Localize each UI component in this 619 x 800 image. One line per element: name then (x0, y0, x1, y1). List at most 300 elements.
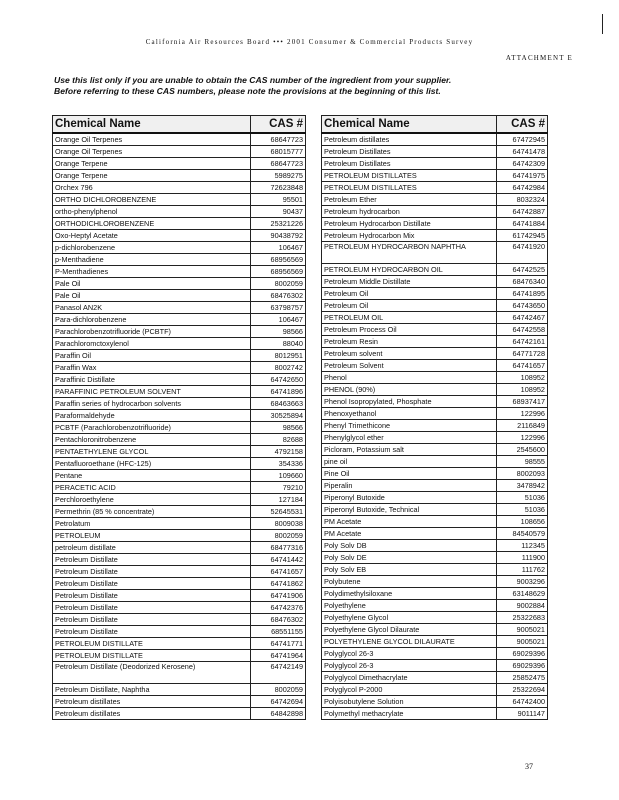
cas-number-cell: 68956569 (251, 254, 306, 266)
table-row (53, 530, 306, 542)
cas-number-cell: 68015777 (251, 146, 306, 158)
cas-number-cell: 82688 (251, 434, 306, 446)
chemical-name-cell: Orange Oil Terpenes (53, 146, 251, 158)
table-row (322, 696, 548, 708)
cas-number-cell: 64741895 (497, 288, 548, 300)
table-row (53, 708, 306, 720)
chemical-name-cell: Petroleum Distillate (53, 554, 251, 566)
chemical-name-cell: Parachloromctoxylenol (53, 338, 251, 350)
chemical-name-cell: PETROLEUM HYDROCARBON NAPHTHA (322, 242, 497, 264)
cas-number-cell: 25852475 (497, 672, 548, 684)
table-row (53, 182, 306, 194)
cas-number-cell: 111762 (497, 564, 548, 576)
cas-number-cell: 5989275 (251, 170, 306, 182)
table-row (322, 396, 548, 408)
cas-number-cell: 64741478 (497, 146, 548, 158)
chemical-name-cell: Petroleum Distillate (53, 602, 251, 614)
cas-number-cell: 68956569 (251, 266, 306, 278)
cas-number-cell: 3478942 (497, 480, 548, 492)
chemical-name-cell: PHENOL (90%) (322, 384, 497, 396)
chemical-name-cell: Polyglycol 26-3 (322, 648, 497, 660)
chemical-name-cell: Petroleum hydrocarbon (322, 206, 497, 218)
table-row (53, 326, 306, 338)
table-header-row (322, 116, 548, 134)
chemical-name-cell: PCBTF (Parachlorobenzotrifluoride) (53, 422, 251, 434)
cas-number-cell: 52645531 (251, 506, 306, 518)
table-row (53, 374, 306, 386)
chemical-name-cell: Petroleum distillates (322, 133, 497, 146)
chemical-name-cell: Poly Solv EB (322, 564, 497, 576)
table-row (53, 218, 306, 230)
page-number: 37 (525, 762, 533, 771)
cas-number-cell: 67472945 (497, 133, 548, 146)
chemical-name-cell: p-Menthadiene (53, 254, 251, 266)
table-row (322, 146, 548, 158)
table-row (322, 384, 548, 396)
cas-number-cell: 64742887 (497, 206, 548, 218)
table-row (53, 494, 306, 506)
chemical-name-cell: PETROLEUM DISTILLATE (53, 638, 251, 650)
cas-number-cell: 106467 (251, 314, 306, 326)
table-row (53, 614, 306, 626)
table-row (322, 660, 548, 672)
cas-number-cell: 61742945 (497, 230, 548, 242)
table-row (322, 218, 548, 230)
table-row (322, 158, 548, 170)
cas-number-cell: 64741906 (251, 590, 306, 602)
table-row (322, 206, 548, 218)
table-row (322, 408, 548, 420)
cas-number-cell: 8002742 (251, 362, 306, 374)
table-row (322, 230, 548, 242)
chemical-name-cell: Polydimethylsiloxane (322, 588, 497, 600)
table-row (53, 662, 306, 684)
instruction-line-1: Use this list only if you are unable to obtain the CAS number of the ingredient from your supplier. (54, 75, 452, 85)
table-row (322, 492, 548, 504)
cas-number-cell: 64741884 (497, 218, 548, 230)
instructions (54, 75, 574, 97)
table-row (322, 264, 548, 276)
cas-number-cell: 127184 (251, 494, 306, 506)
cas-number-cell: 64741920 (497, 242, 548, 264)
table-row (322, 624, 548, 636)
cas-number-cell: 64741657 (251, 566, 306, 578)
table-row (53, 194, 306, 206)
chemical-name-cell: Petroleum Distillate (53, 566, 251, 578)
cas-number-cell: 51036 (497, 492, 548, 504)
cas-number-cell: 64741862 (251, 578, 306, 590)
survey-header: California Air Resources Board ••• 2001 Consumer & Commercial Products Survey (145, 38, 474, 46)
cas-number-cell: 84540579 (497, 528, 548, 540)
chemical-name-cell: Phenol (322, 372, 497, 384)
table-row (53, 302, 306, 314)
table-row (53, 578, 306, 590)
table-row (322, 348, 548, 360)
column-header-name: Chemical Name (322, 116, 497, 134)
cas-number-cell: 90437 (251, 206, 306, 218)
chemical-name-cell: Perchloroethylene (53, 494, 251, 506)
chemical-name-cell: Petrolatum (53, 518, 251, 530)
table-row (53, 626, 306, 638)
chemical-name-cell: Para-dichlorobenzene (53, 314, 251, 326)
chemical-name-cell: PETROLEUM DISTILLATES (322, 170, 497, 182)
table-row (53, 254, 306, 266)
table-row (322, 468, 548, 480)
table-row (53, 290, 306, 302)
table-row (53, 133, 306, 146)
cas-number-cell: 72623848 (251, 182, 306, 194)
chemical-name-cell: Oxo-Heptyl Acetate (53, 230, 251, 242)
table-row (322, 648, 548, 660)
table-row (53, 602, 306, 614)
column-header-cas: CAS # (251, 116, 306, 134)
table-row (322, 480, 548, 492)
table-row (53, 362, 306, 374)
cas-number-cell: 8002093 (497, 468, 548, 480)
cas-number-cell: 98555 (497, 456, 548, 468)
table-row (322, 612, 548, 624)
cas-number-cell: 112345 (497, 540, 548, 552)
cas-number-cell: 79210 (251, 482, 306, 494)
cas-number-cell: 109660 (251, 470, 306, 482)
chemical-name-cell: Polyisobutylene Solution (322, 696, 497, 708)
table-row (322, 360, 548, 372)
cas-number-cell: 64742376 (251, 602, 306, 614)
table-row (53, 242, 306, 254)
chemical-name-cell: Petroleum Hydrocarbon Distillate (322, 218, 497, 230)
chemical-name-cell: Petroleum Solvent (322, 360, 497, 372)
cas-number-cell: 8002059 (251, 530, 306, 542)
chemical-name-cell: Pale Oil (53, 278, 251, 290)
table-row (322, 528, 548, 540)
table-body-right (322, 116, 548, 720)
chemical-name-cell: Petroleum Process Oil (322, 324, 497, 336)
table-row (53, 554, 306, 566)
cas-number-cell: 68476302 (251, 614, 306, 626)
table-row (322, 588, 548, 600)
chemical-name-cell: Parachlorobenzotrifluoride (PCBTF) (53, 326, 251, 338)
table-row (322, 432, 548, 444)
table-body-left (53, 116, 306, 720)
chemical-name-cell: Phenylglycol ether (322, 432, 497, 444)
cas-number-cell: 68647723 (251, 133, 306, 146)
table-row (53, 422, 306, 434)
table-row (53, 158, 306, 170)
cas-number-cell: 108952 (497, 384, 548, 396)
chemical-name-cell: Panasol AN2K (53, 302, 251, 314)
chemical-name-cell: PETROLEUM DISTILLATE (53, 650, 251, 662)
table-row (53, 506, 306, 518)
cas-number-cell: 8002059 (251, 684, 306, 696)
instruction-line-2: Before referring to these CAS numbers, please note the provisions at the beginning of this list. (54, 86, 441, 96)
chemical-name-cell: Permethrin (85 % concentrate) (53, 506, 251, 518)
chemical-name-cell: Orange Terpene (53, 170, 251, 182)
chemical-name-cell: PETROLEUM (53, 530, 251, 542)
cas-number-cell: 68477316 (251, 542, 306, 554)
cas-number-cell: 108952 (497, 372, 548, 384)
scan-mark (602, 14, 603, 34)
table-row (53, 696, 306, 708)
cas-number-cell: 98566 (251, 326, 306, 338)
cas-number-cell: 9003296 (497, 576, 548, 588)
table-row (322, 564, 548, 576)
table-header-row (53, 116, 306, 134)
table-row (322, 684, 548, 696)
cas-number-cell: 354336 (251, 458, 306, 470)
chemical-name-cell: Phenoxyethanol (322, 408, 497, 420)
table-row (53, 410, 306, 422)
table-row (322, 312, 548, 324)
cas-number-cell: 8009038 (251, 518, 306, 530)
cas-number-cell: 4792158 (251, 446, 306, 458)
table-row (53, 350, 306, 362)
table-row (53, 566, 306, 578)
cas-number-cell: 122996 (497, 432, 548, 444)
cas-number-cell: 9005021 (497, 636, 548, 648)
cas-number-cell: 9005021 (497, 624, 548, 636)
chemical-name-cell: Orange Terpene (53, 158, 251, 170)
table-row (53, 170, 306, 182)
chemical-name-cell: Polyglycol Dimethacrylate (322, 672, 497, 684)
table-row (53, 434, 306, 446)
table-row (53, 458, 306, 470)
table-row (53, 278, 306, 290)
cas-number-cell: 9002884 (497, 600, 548, 612)
chemical-name-cell: PARAFFINIC PETROLEUM SOLVENT (53, 386, 251, 398)
chemical-name-cell: Petroleum Distillate (53, 590, 251, 602)
chemical-name-cell: Polyglycol P-2000 (322, 684, 497, 696)
chemical-name-cell: Orange Oil Terpenes (53, 133, 251, 146)
table-row (53, 470, 306, 482)
cas-number-cell: 30525894 (251, 410, 306, 422)
cas-number-cell: 64741657 (497, 360, 548, 372)
chemical-name-cell: Poly Solv DE (322, 552, 497, 564)
cas-number-cell: 64742161 (497, 336, 548, 348)
cas-number-cell: 90438792 (251, 230, 306, 242)
cas-number-cell: 64742650 (251, 374, 306, 386)
chemical-name-cell: Petroleum Oil (322, 288, 497, 300)
table-row (53, 314, 306, 326)
cas-number-cell: 64743650 (497, 300, 548, 312)
chemical-name-cell: Petroleum solvent (322, 348, 497, 360)
table-row (53, 338, 306, 350)
attachment-label: ATTACHMENT E (505, 54, 573, 62)
chemical-name-cell: Paraformaldehyde (53, 410, 251, 422)
table-row (322, 516, 548, 528)
cas-number-cell: 68463663 (251, 398, 306, 410)
table-row (53, 638, 306, 650)
chemical-name-cell: Piperalin (322, 480, 497, 492)
cas-number-cell: 64741896 (251, 386, 306, 398)
table-row (322, 276, 548, 288)
cas-number-cell: 95501 (251, 194, 306, 206)
cas-number-cell: 25321226 (251, 218, 306, 230)
table-row (53, 446, 306, 458)
chemical-name-cell: Pentane (53, 470, 251, 482)
table-row (322, 194, 548, 206)
chemical-name-cell: Paraffin series of hydrocarbon solvents (53, 398, 251, 410)
chemical-name-cell: ORTHO DICHLOROBENZENE (53, 194, 251, 206)
cas-number-cell: 64741442 (251, 554, 306, 566)
chemical-name-cell: Petroleum Distillate (53, 578, 251, 590)
column-header-name: Chemical Name (53, 116, 251, 134)
chemical-name-cell: Petroleum distillates (53, 708, 251, 720)
table-row (53, 482, 306, 494)
cas-number-cell: 68551155 (251, 626, 306, 638)
cas-number-cell: 68647723 (251, 158, 306, 170)
chemical-name-cell: Petroleum Hydrocarbon Mix (322, 230, 497, 242)
chemical-name-cell: Paraffin Wax (53, 362, 251, 374)
chemical-name-cell: Piperonyl Butoxide, Technical (322, 504, 497, 516)
chemical-name-cell: Petroleum Middle Distillate (322, 276, 497, 288)
table-row (53, 206, 306, 218)
table-row (322, 444, 548, 456)
table-row (322, 372, 548, 384)
chemical-name-cell: Petroleum Distillate (Deodorized Kerosene) (53, 662, 251, 684)
chemical-name-cell: PM Acetate (322, 528, 497, 540)
table-row (322, 420, 548, 432)
chemical-name-cell: Pentachloronitrobenzene (53, 434, 251, 446)
chemical-name-cell: Petroleum Distillate, Naphtha (53, 684, 251, 696)
cas-number-cell: 69029396 (497, 648, 548, 660)
table-row (53, 230, 306, 242)
chemical-name-cell: Pale Oil (53, 290, 251, 302)
cas-number-cell: 108656 (497, 516, 548, 528)
cas-number-cell: 64742309 (497, 158, 548, 170)
cas-number-cell: 64742400 (497, 696, 548, 708)
table-row (322, 242, 548, 264)
table-row (53, 590, 306, 602)
table-row (322, 336, 548, 348)
chemical-name-cell: Pine Oil (322, 468, 497, 480)
chemical-name-cell: Petroleum Distillates (322, 158, 497, 170)
chemical-name-cell: Polyethylene Glycol (322, 612, 497, 624)
cas-number-cell: 64741771 (251, 638, 306, 650)
table-row (53, 146, 306, 158)
chemical-name-cell: Phenyl Trimethicone (322, 420, 497, 432)
chemical-name-cell: p-dichlorobenzene (53, 242, 251, 254)
chemical-name-cell: Polyethylene (322, 600, 497, 612)
cas-number-cell: 64741975 (497, 170, 548, 182)
chemical-table-left (52, 115, 306, 720)
table-row (322, 504, 548, 516)
chemical-name-cell: Piperonyl Butoxide (322, 492, 497, 504)
table-row (322, 324, 548, 336)
chemical-name-cell: Polybutene (322, 576, 497, 588)
chemical-name-cell: Orchex 796 (53, 182, 251, 194)
cas-number-cell: 69029396 (497, 660, 548, 672)
table-row (322, 170, 548, 182)
cas-number-cell: 64742694 (251, 696, 306, 708)
chemical-name-cell: PETROLEUM OIL (322, 312, 497, 324)
table-row (322, 133, 548, 146)
table-row (322, 182, 548, 194)
chemical-name-cell: Polyethylene Glycol Dilaurate (322, 624, 497, 636)
chemical-name-cell: Petroleum Ether (322, 194, 497, 206)
cas-number-cell: 64742467 (497, 312, 548, 324)
chemical-name-cell: POLYETHYLENE GLYCOL DILAURATE (322, 636, 497, 648)
table-row (322, 636, 548, 648)
chemical-name-cell: PENTAETHYLENE GLYCOL (53, 446, 251, 458)
chemical-name-cell: Polymethyl methacrylate (322, 708, 497, 720)
table-row (322, 456, 548, 468)
cas-number-cell: 8012951 (251, 350, 306, 362)
chemical-name-cell: Petroleum Oil (322, 300, 497, 312)
chemical-name-cell: PETROLEUM DISTILLATES (322, 182, 497, 194)
chemical-name-cell: Petroleum Distillate (53, 626, 251, 638)
cas-number-cell: 63798757 (251, 302, 306, 314)
table-row (53, 542, 306, 554)
cas-number-cell: 51036 (497, 504, 548, 516)
table-row (53, 650, 306, 662)
table-row (53, 386, 306, 398)
cas-number-cell: 64771728 (497, 348, 548, 360)
table-row (322, 300, 548, 312)
cas-number-cell: 64842898 (251, 708, 306, 720)
cas-number-cell: 8002059 (251, 278, 306, 290)
chemical-name-cell: pine oil (322, 456, 497, 468)
cas-number-cell: 63148629 (497, 588, 548, 600)
chemical-name-cell: petroleum distillate (53, 542, 251, 554)
chemical-name-cell: Picloram, Potassium salt (322, 444, 497, 456)
cas-number-cell: 64742558 (497, 324, 548, 336)
table-row (53, 684, 306, 696)
chemical-name-cell: Phenol Isopropylated, Phosphate (322, 396, 497, 408)
chemical-name-cell: Petroleum Resin (322, 336, 497, 348)
cas-number-cell: 25322694 (497, 684, 548, 696)
chemical-name-cell: PERACETIC ACID (53, 482, 251, 494)
chemical-table-right (321, 115, 548, 720)
table-row (322, 552, 548, 564)
table-row (53, 398, 306, 410)
chemical-name-cell: Pentafluoroethane (HFC-125) (53, 458, 251, 470)
cas-number-cell: 25322683 (497, 612, 548, 624)
chemical-name-cell: Petroleum Distillate (53, 614, 251, 626)
chemical-name-cell: Paraffinic Distillate (53, 374, 251, 386)
cas-number-cell: 88040 (251, 338, 306, 350)
table-row (322, 708, 548, 720)
cas-number-cell: 68476302 (251, 290, 306, 302)
chemical-name-cell: Polyglycol 26-3 (322, 660, 497, 672)
chemical-name-cell: ORTHODICHLOROBENZENE (53, 218, 251, 230)
cas-number-cell: 64741964 (251, 650, 306, 662)
chemical-name-cell: Poly Solv DB (322, 540, 497, 552)
cas-number-cell: 111900 (497, 552, 548, 564)
cas-number-cell: 64742149 (251, 662, 306, 684)
cas-number-cell: 64742984 (497, 182, 548, 194)
cas-number-cell: 68476340 (497, 276, 548, 288)
chemical-name-cell: PM Acetate (322, 516, 497, 528)
cas-number-cell: 8032324 (497, 194, 548, 206)
cas-number-cell: 2545600 (497, 444, 548, 456)
cas-number-cell: 2116849 (497, 420, 548, 432)
chemical-name-cell: ortho-phenylphenol (53, 206, 251, 218)
chemical-name-cell: Petroleum Distillates (322, 146, 497, 158)
column-header-cas: CAS # (497, 116, 548, 134)
cas-number-cell: 106467 (251, 242, 306, 254)
chemical-name-cell: P-Menthadienes (53, 266, 251, 278)
chemical-name-cell: PETROLEUM HYDROCARBON OIL (322, 264, 497, 276)
table-row (322, 672, 548, 684)
table-row (322, 576, 548, 588)
cas-number-cell: 9011147 (497, 708, 548, 720)
chemical-name-cell: Paraffin Oil (53, 350, 251, 362)
table-row (322, 540, 548, 552)
cas-number-cell: 68937417 (497, 396, 548, 408)
table-row (53, 518, 306, 530)
cas-number-cell: 98566 (251, 422, 306, 434)
table-row (322, 600, 548, 612)
